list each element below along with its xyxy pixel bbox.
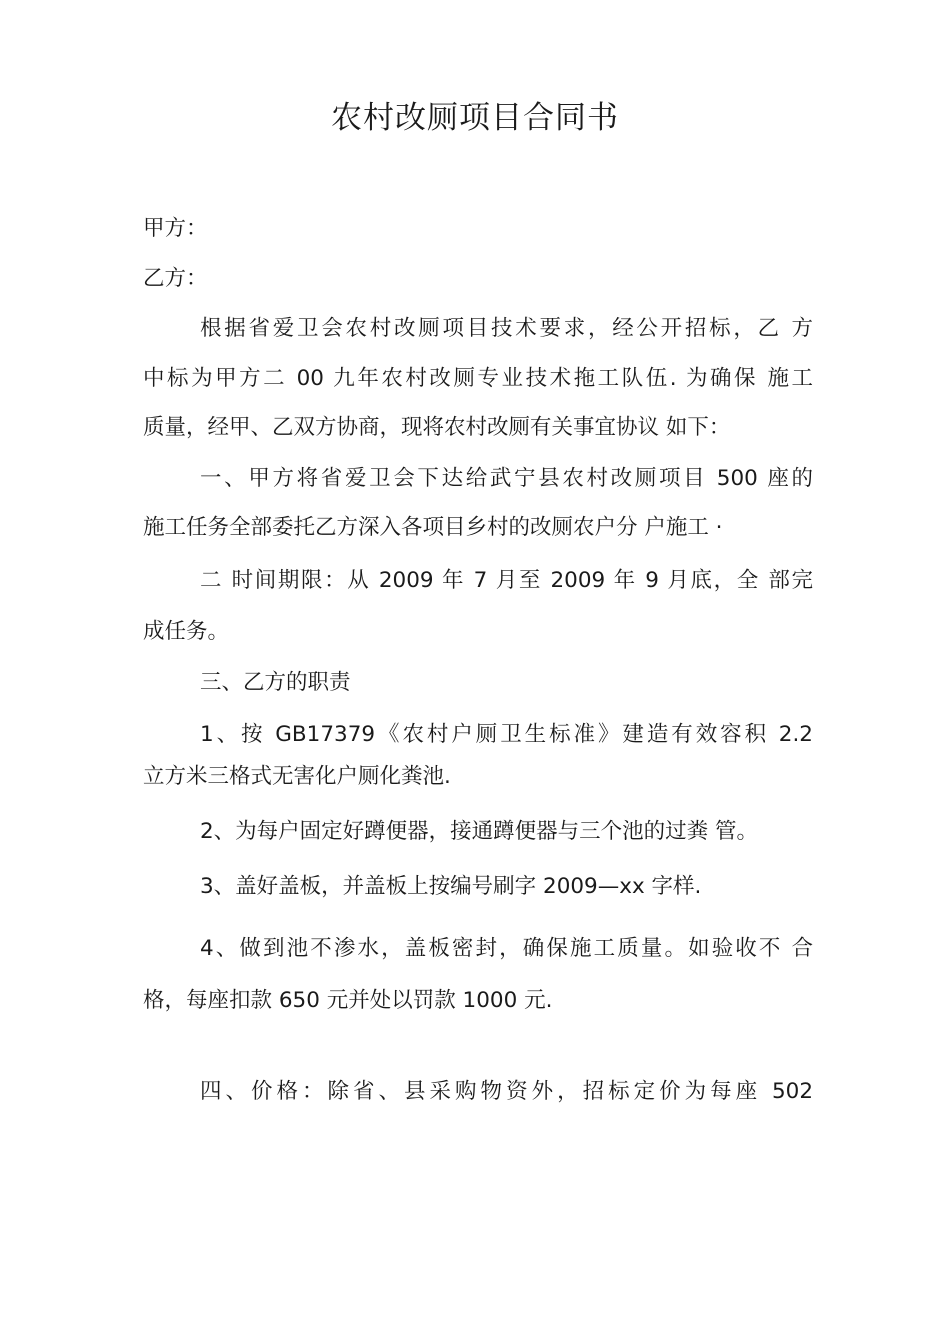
- duty-3-line: 3、盖好盖板，并盖板上按编号刷字 2009—xx 字样.: [200, 874, 702, 899]
- document-title: 农村改厕项目合同书: [331, 100, 619, 136]
- clause-3-heading: 三、乙方的职责: [200, 670, 351, 695]
- duty-2-line: 2、为每户固定好蹲便器，接通蹲便器与三个池的过粪 管。: [200, 819, 759, 844]
- duty-4-line-2: 格，每座扣款 650 元并处以罚款 1000 元.: [143, 988, 553, 1013]
- clause-1-line-2: 施工任务全部委托乙方深入各项目乡村的改厕农户分 户施工 ·: [143, 515, 723, 540]
- preamble-line-3: 质量，经甲、乙双方协商，现将农村改厕有关事宜协议 如下：: [143, 415, 731, 440]
- duty-1-line-1: 1、按 GB17379《农村户厕卫生标准》建造有效容积 2.2: [200, 722, 813, 747]
- duty-1-line-2: 立方米三格式无害化户厕化粪池.: [143, 764, 451, 789]
- clause-2-line-2: 成任务。: [143, 619, 230, 644]
- duty-4-line-1: 4、做到池不渗水，盖板密封，确保施工质量。如验收不 合: [200, 936, 813, 961]
- clause-1-line-1: 一、甲方将省爱卫会下达给武宁县农村改厕项目 500 座的: [200, 466, 813, 491]
- preamble-line-1: 根据省爱卫会农村改厕项目技术要求，经公开招标，乙 方: [200, 316, 813, 341]
- clause-2-line-1: 二 时间期限：从 2009 年 7 月至 2009 年 9 月底，全 部完: [200, 568, 813, 593]
- preamble-line-2: 中标为甲方二 00 九年农村改厕专业技术拖工队伍. 为确保 施工: [143, 366, 813, 391]
- clause-4-line-1: 四、价格：除省、县采购物资外，招标定价为每座 502: [200, 1079, 813, 1104]
- party-b-line: 乙方：: [143, 266, 208, 291]
- party-a-line: 甲方：: [143, 216, 208, 241]
